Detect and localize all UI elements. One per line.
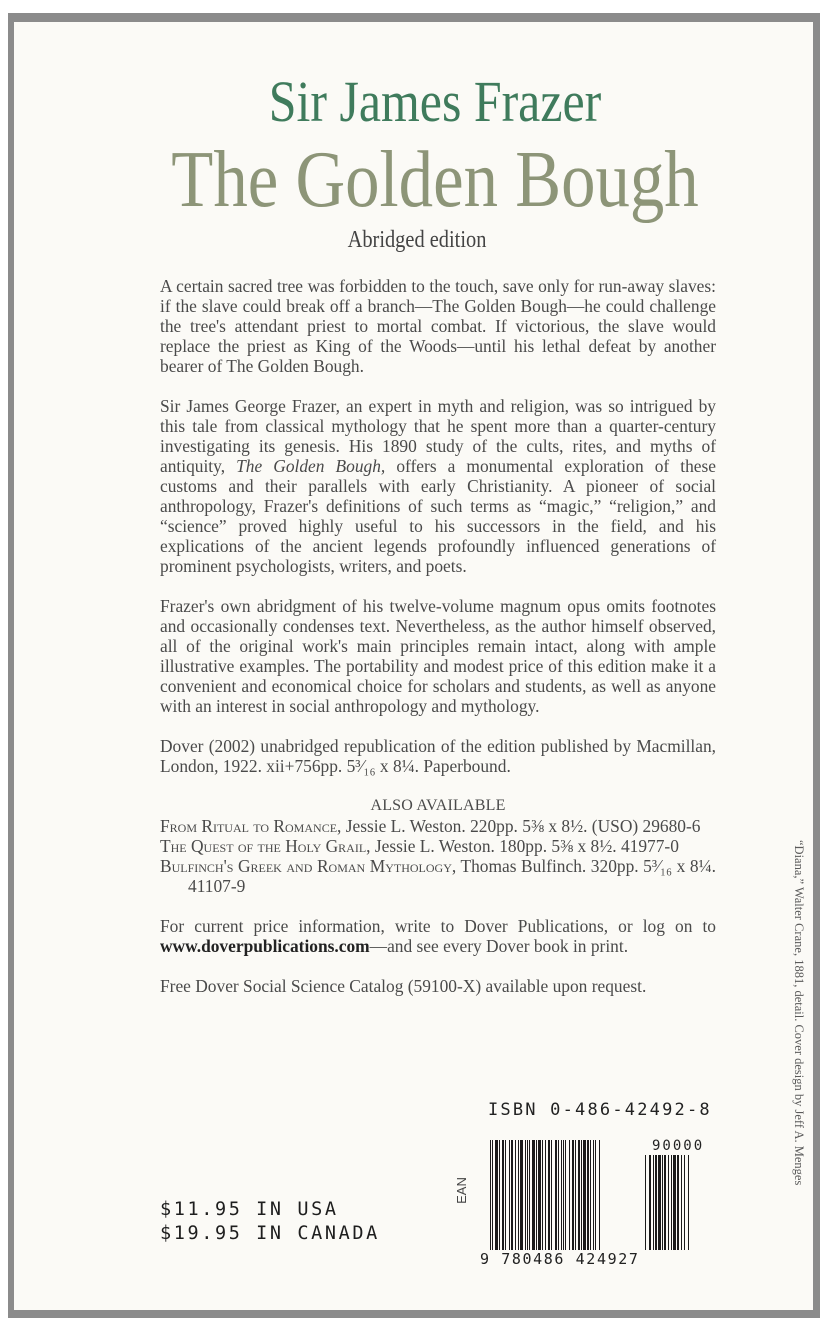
barcode-bar [538, 1140, 541, 1250]
ean-digits: 9 780486 424927 [480, 1250, 640, 1268]
book-title: The Quest of the Holy Grail [160, 836, 367, 856]
barcode-bar [548, 1140, 550, 1250]
barcode-bar [599, 1140, 600, 1250]
paragraph-text: Sir James George Frazer, an expert in myth and religion, was so intrigued by this tale from classical mythology that he spent more than a quarter-century investigating its genesis. His 1890 study of the cults, rites, and myths of antiquity, [160, 396, 716, 476]
addon-digits: 90000 [652, 1138, 705, 1154]
barcode-bar [532, 1140, 535, 1250]
price-info [160, 916, 716, 956]
barcode-bar [527, 1140, 528, 1250]
barcode-bar [529, 1140, 530, 1250]
barcode-bar [551, 1140, 552, 1250]
barcode-bar [495, 1140, 498, 1250]
price-usa: $11.95 IN USA [160, 1199, 339, 1220]
list-item [160, 816, 716, 836]
barcode-bar [583, 1140, 586, 1250]
barcode-bar [499, 1140, 500, 1250]
barcode-bar [511, 1140, 513, 1250]
price-info-text: For current price information, write to Dover Publications, or log on to [160, 916, 716, 936]
book-title: The Golden Bough [171, 136, 699, 224]
barcode-bar [565, 1140, 566, 1250]
paragraph-text: offers a monumental exploration of these customs and their parallels with early Christianity. A pioneer of social anthropology, Frazer's definitions of such terms as “magic,” “religion,” and “science” proved highly useful to his successors in the field, and his explications of the ancient legends profoundly influenced generations of prominent psychologists, writers, and poets. [160, 456, 716, 576]
list-item [160, 856, 716, 896]
barcode-bar [502, 1140, 504, 1250]
author-name: Sir James Frazer [268, 69, 602, 134]
barcode-bar [688, 1155, 689, 1250]
barcode-bar [662, 1155, 663, 1250]
barcode-bar [673, 1155, 676, 1250]
barcode-bar [681, 1155, 682, 1250]
barcode-bar [649, 1155, 651, 1250]
book-details: , Jessie L. Weston. 180pp. 5⅜ x 8½. 41977-0 [366, 836, 679, 856]
barcode-bar [509, 1140, 510, 1250]
description-paragraph: A certain sacred tree was forbidden to the touch, save only for run-away slaves: if the slave could break off a branch—The Golden Bough—he could challenge the tree's attendant priest to mortal combat. If victorious, the slave would replace the priest as King of the Woods—until his lethal defeat by another bearer of The Golden Bough. [160, 276, 716, 376]
barcode-bar [664, 1155, 666, 1250]
barcode-bar [593, 1140, 594, 1250]
price-canada: $19.95 IN CANADA [160, 1223, 380, 1244]
website-link[interactable]: www.doverpublications.com [160, 936, 370, 956]
also-available-list [160, 816, 716, 896]
book-details: , Thomas Bulfinch. 320pp. 5³⁄₁₆ x 8¼. 41107-9 [188, 856, 716, 896]
barcode-bar [542, 1140, 543, 1250]
book-title: Bulfinch's Greek and Roman Mythology [160, 856, 452, 876]
description-block [160, 276, 716, 1016]
barcode-bar [545, 1140, 546, 1250]
website-suffix: —and see every Dover book in print. [369, 936, 629, 956]
barcode-bar [555, 1140, 557, 1250]
barcode-bar [668, 1155, 669, 1250]
ean-label: EAN [453, 1177, 469, 1204]
barcode-bar [569, 1140, 570, 1250]
barcode-bar [578, 1140, 580, 1250]
barcode-bar [518, 1140, 519, 1250]
cover-credit: “Diana,” Walter Crane, 1881, detail. Cover design by Jeff A. Menges [792, 840, 806, 1186]
barcode-bar [658, 1155, 661, 1250]
price-block [160, 1198, 380, 1246]
barcode-bar [572, 1140, 574, 1250]
barcode-bar [520, 1140, 523, 1250]
ean-barcode [490, 1140, 630, 1250]
barcode-bar [655, 1155, 657, 1250]
barcode-bar [645, 1155, 646, 1250]
barcode-bar [536, 1140, 537, 1250]
barcode-bar [515, 1140, 516, 1250]
barcode-bar [492, 1140, 493, 1250]
edition-subtitle: Abridged edition [347, 227, 487, 253]
barcode-bar [561, 1140, 562, 1250]
addon-barcode [645, 1155, 711, 1250]
barcode-bar [563, 1140, 564, 1250]
barcode-bar [677, 1155, 679, 1250]
barcode-bar [525, 1140, 526, 1250]
italic-title: The Golden Bough, [236, 456, 386, 476]
catalog-note: Free Dover Social Science Catalog (59100-X) available upon request. [160, 976, 647, 996]
also-available-heading: ALSO AVAILABLE [370, 797, 506, 814]
book-details: , Jessie L. Weston. 220pp. 5⅜ x 8½. (USO) 29680-6 [337, 816, 701, 836]
publication-note: Dover (2002) unabridged republication of the edition published by Macmillan, London, 1922. xii+756pp. 5³⁄₁₆ x 8¼. Paperbound. [160, 736, 716, 776]
barcode-bar [587, 1140, 589, 1250]
barcode-bar [653, 1155, 654, 1250]
barcode-bar [684, 1155, 685, 1250]
description-paragraph: Frazer's own abridgment of his twelve-volume magnum opus omits footnotes and occasionally condenses text. Nevertheless, as the author himself observed, all of the original work's main principles remain intact, along with ample illustrative examples. The portability and modest price of this edition make it a convenient and economical choice for scholars and students, as well as anyone with an interest in social anthropology and mythology. [160, 596, 716, 716]
isbn-number: ISBN 0-486-42492-8 [488, 1100, 712, 1120]
barcode-bar [581, 1140, 582, 1250]
barcode-bar [595, 1140, 596, 1250]
barcode-bar [590, 1140, 591, 1250]
list-item [160, 836, 716, 856]
barcode-bar [575, 1140, 576, 1250]
book-title: From Ritual to Romance [160, 816, 338, 836]
barcode-bar [505, 1140, 506, 1250]
barcode-bar [671, 1155, 672, 1250]
barcode-bar [558, 1140, 559, 1250]
description-paragraph [160, 396, 716, 576]
barcode-bar [490, 1140, 491, 1250]
